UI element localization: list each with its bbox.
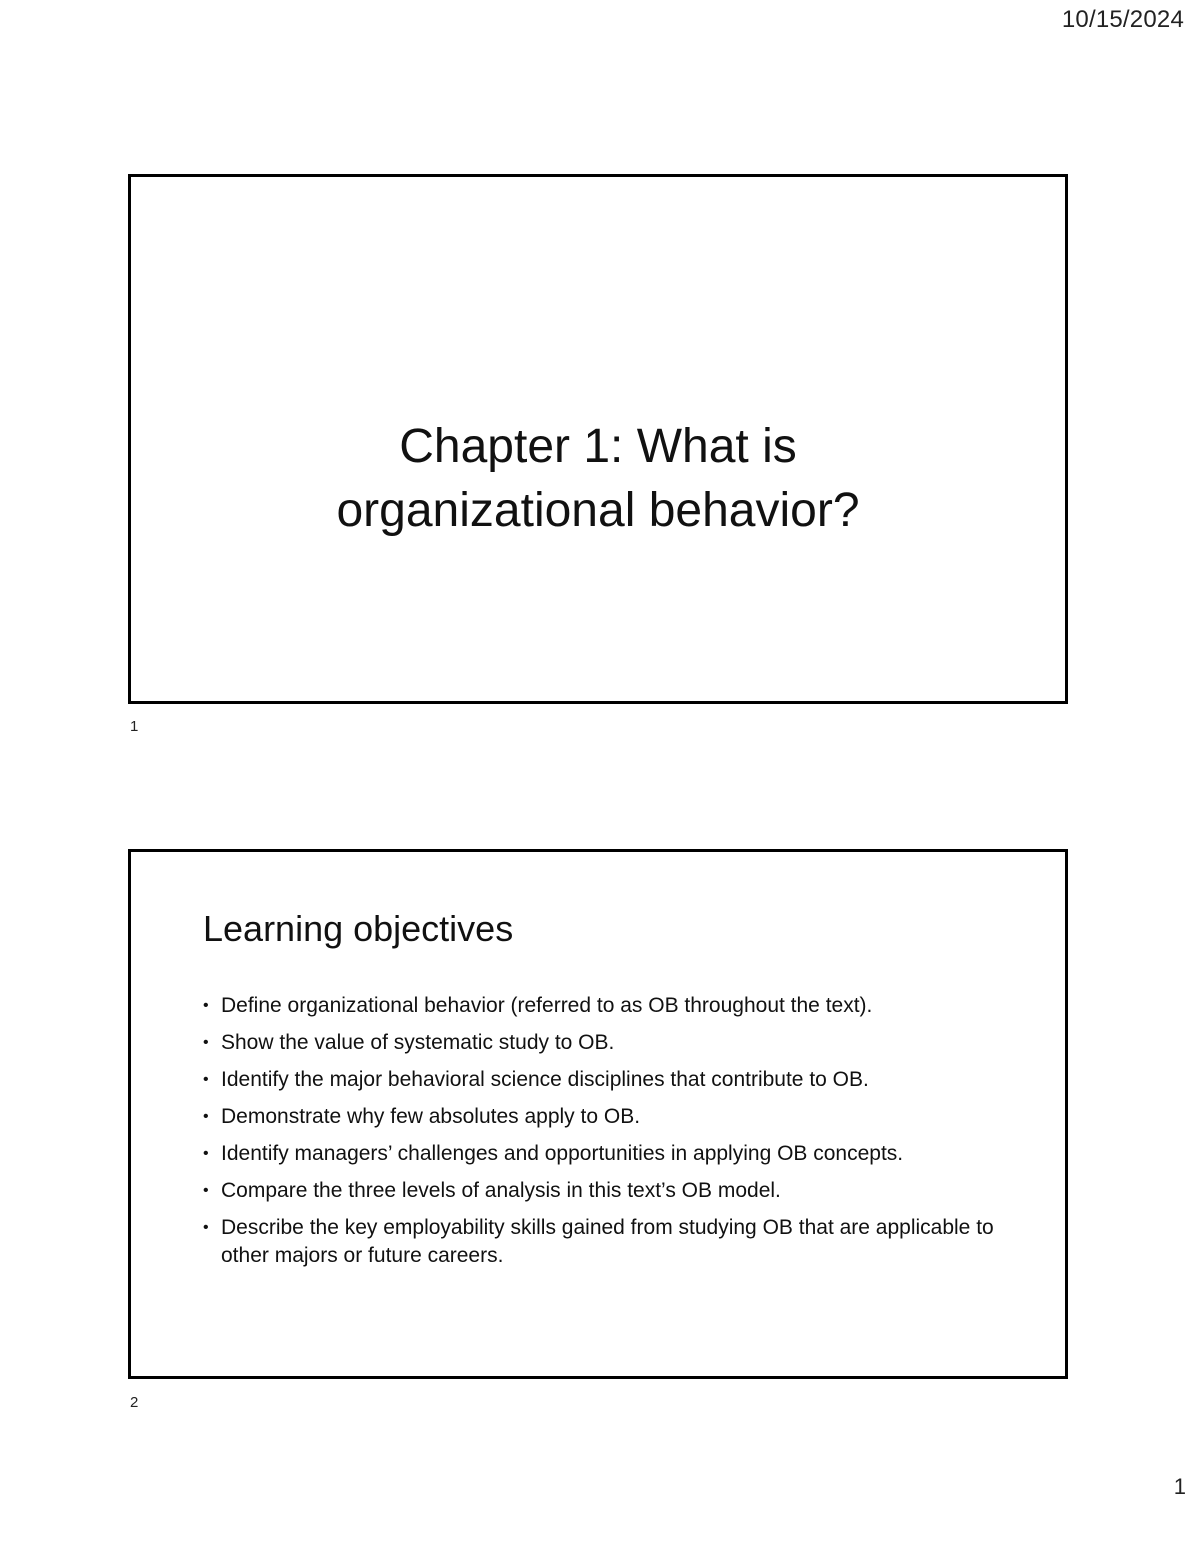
list-item: • Demonstrate why few absolutes apply to OB. <box>203 1103 1023 1131</box>
list-item: • Identify the major behavioral science disciplines that contribute to OB. <box>203 1066 1023 1094</box>
list-item: • Show the value of systematic study to OB. <box>203 1029 1023 1057</box>
slide-heading: Learning objectives <box>203 908 514 949</box>
page-number: 1 <box>1173 1474 1186 1499</box>
slide-2 <box>128 849 1068 1379</box>
learning-objectives-list <box>203 992 1023 1279</box>
slide-1 <box>128 174 1068 704</box>
list-item: • Define organizational behavior (referred to as OB throughout the text). <box>203 992 1023 1020</box>
slide-number-2: 2 <box>130 1394 139 1411</box>
list-item: • Compare the three levels of analysis in this text’s OB model. <box>203 1177 1023 1205</box>
list-item: • Identify managers’ challenges and opportunities in applying OB concepts. <box>203 1140 1023 1168</box>
page-date: 10/15/2024 <box>1061 6 1184 33</box>
slide-title: Chapter 1: What is organizational behavior? <box>336 420 860 537</box>
slide-number-1: 1 <box>130 718 139 735</box>
list-item: • Describe the key employability skills gained from studying OB that are applicable to other majors or future careers. <box>203 1214 1023 1270</box>
